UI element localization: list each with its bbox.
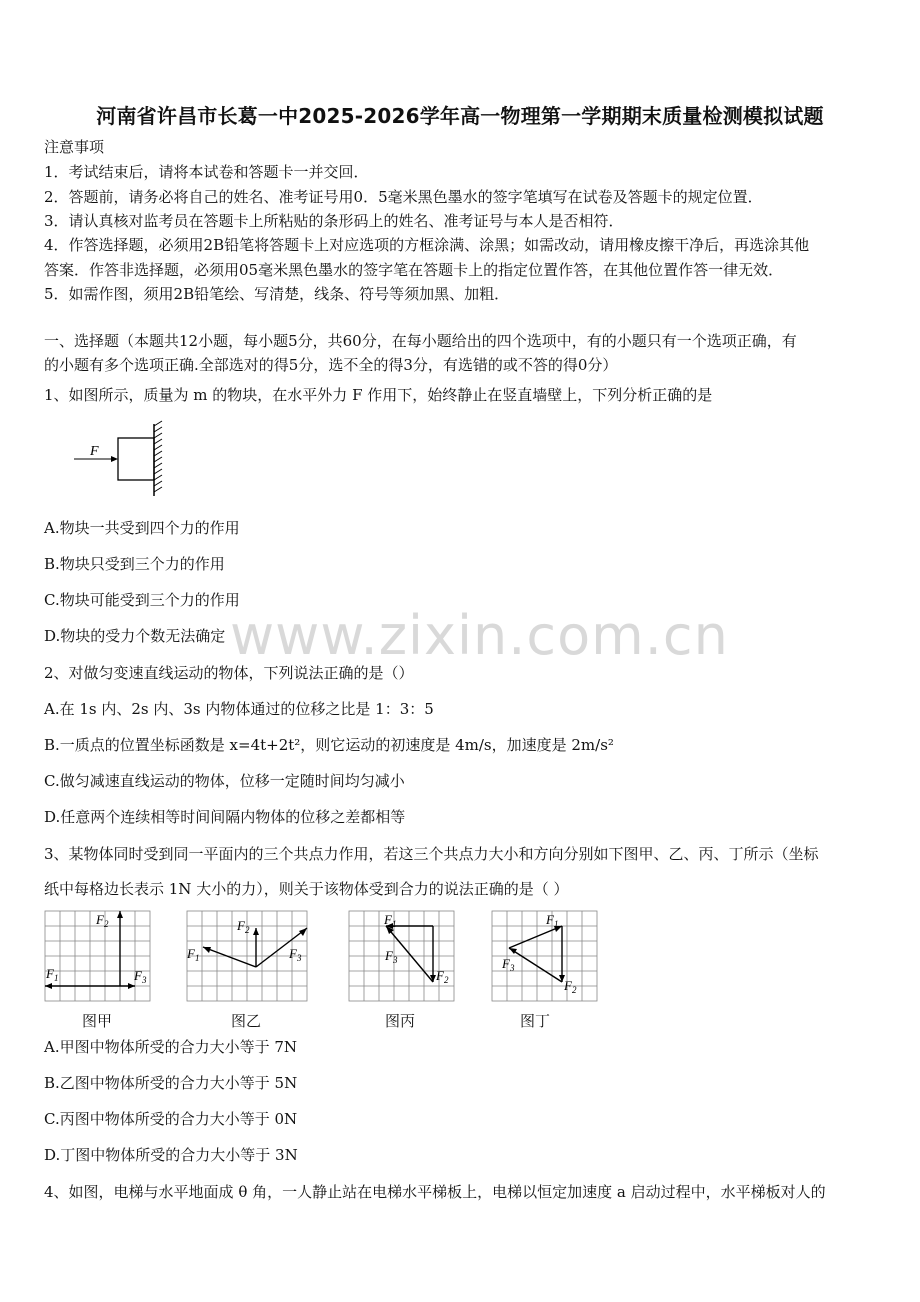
notice-item: 答案．作答非选择题，必须用05毫米黑色墨水的签字笔在答题卡上的指定位置作答，在其他位置作答一律无效． xyxy=(44,261,784,279)
force-grid-jia xyxy=(44,910,154,1005)
svg-text:F3: $F_3$ xyxy=(502,956,515,973)
caption-bing: 图丙 xyxy=(385,1012,416,1030)
force-label: F xyxy=(90,444,99,459)
svg-text:F1: $F_1$ xyxy=(384,912,397,929)
option-c: C.物块可能受到三个力的作用 xyxy=(44,591,240,609)
option-d: D.任意两个连续相等时间间隔内物体的位移之差都相等 xyxy=(44,808,406,826)
svg-text:F3: $F_3$ xyxy=(385,948,398,965)
option-a: A.甲图中物体所受的合力大小等于 7N xyxy=(44,1038,298,1056)
svg-text:F2: $F_2$ xyxy=(96,912,109,929)
svg-text:F1: $F_1$ xyxy=(46,966,59,983)
section-instructions: 的小题有多个选项正确.全部选对的得5分，选不全的得3分，有选错的或不答的得0分） xyxy=(44,356,618,374)
svg-text:F2: $F_2$ xyxy=(436,968,449,985)
caption-ding: 图丁 xyxy=(520,1012,551,1030)
svg-text:F3: $F_3$ xyxy=(134,968,147,985)
option-d: D.丁图中物体所受的合力大小等于 3N xyxy=(44,1146,298,1164)
question-4-stem: 4、如图，电梯与水平地面成 θ 角，一人静止站在电梯水平梯板上，电梯以恒定加速度 a 启动过程中，水平梯板对人的 xyxy=(44,1183,826,1201)
force-grid-ding xyxy=(491,910,601,1005)
question-2-stem: 2、对做匀变速直线运动的物体，下列说法正确的是（） xyxy=(44,664,414,682)
notice-item: 3．请认真核对监考员在答题卡上所粘贴的条形码上的姓名、准考证号与本人是否相符． xyxy=(44,212,624,230)
option-b: B.一质点的位置坐标函数是 x=4t+2t²，则它运动的初速度是 4m/s，加速度是 2m/s² xyxy=(44,736,614,754)
question-3-stem: 纸中每格边长表示 1N 大小的力），则关于该物体受到合力的说法正确的是（ ） xyxy=(44,880,569,898)
svg-text:F2: $F_2$ xyxy=(237,918,250,935)
option-d: D.物块的受力个数无法确定 xyxy=(44,627,226,645)
option-a: A.在 1s 内、2s 内、3s 内物体通过的位移之比是 1：3：5 xyxy=(44,700,434,718)
wall-block-diagram xyxy=(70,420,180,500)
section-instructions: 一、选择题（本题共12小题，每小题5分，共60分，在每小题给出的四个选项中，有的小题只有一个选项正确，有 xyxy=(44,332,797,350)
notice-item: 4．作答选择题，必须用2B铅笔将答题卡上对应选项的方框涂满、涂黑；如需改动，请用橡皮擦干净后，再选涂其他 xyxy=(44,236,810,254)
option-b: B.乙图中物体所受的合力大小等于 5N xyxy=(44,1074,298,1092)
caption-jia: 图甲 xyxy=(82,1012,113,1030)
option-a: A.物块一共受到四个力的作用 xyxy=(44,519,240,537)
caption-yi: 图乙 xyxy=(231,1012,262,1030)
page-title: 河南省许昌市长葛一中2025-2026学年高一物理第一学期期末质量检测模拟试题 xyxy=(96,104,824,128)
force-grid-yi xyxy=(186,910,311,1005)
watermark: www.zixin.com.cn xyxy=(230,604,729,667)
svg-text:F1: $F_1$ xyxy=(546,912,559,929)
notice-item: 5．如需作图，须用2B铅笔绘、写清楚，线条、符号等须加黑、加粗． xyxy=(44,285,510,303)
svg-text:F2: $F_2$ xyxy=(564,978,577,995)
option-c: C.丙图中物体所受的合力大小等于 0N xyxy=(44,1110,298,1128)
svg-text:F3: $F_3$ xyxy=(289,946,302,963)
question-3-stem: 3、某物体同时受到同一平面内的三个共点力作用，若这三个共点力大小和方向分别如下图甲、乙、丙、丁所示（坐标 xyxy=(44,845,819,863)
option-b: B.物块只受到三个力的作用 xyxy=(44,555,225,573)
notice-heading: 注意事项 xyxy=(44,138,105,156)
notice-item: 1．考试结束后，请将本试卷和答题卡一并交回． xyxy=(44,163,369,181)
notice-item: 2．答题前，请务必将自己的姓名、准考证号用0．5毫米黑色墨水的签字笔填写在试卷及答题卡的规定位置． xyxy=(44,188,763,206)
force-grid-bing xyxy=(348,910,458,1005)
svg-text:F1: $F_1$ xyxy=(187,946,200,963)
question-1-stem: 1、如图所示，质量为 m 的物块，在水平外力 F 作用下，始终静止在竖直墙壁上，下列分析正确的是 xyxy=(44,386,713,404)
option-c: C.做匀减速直线运动的物体，位移一定随时间均匀减小 xyxy=(44,772,405,790)
